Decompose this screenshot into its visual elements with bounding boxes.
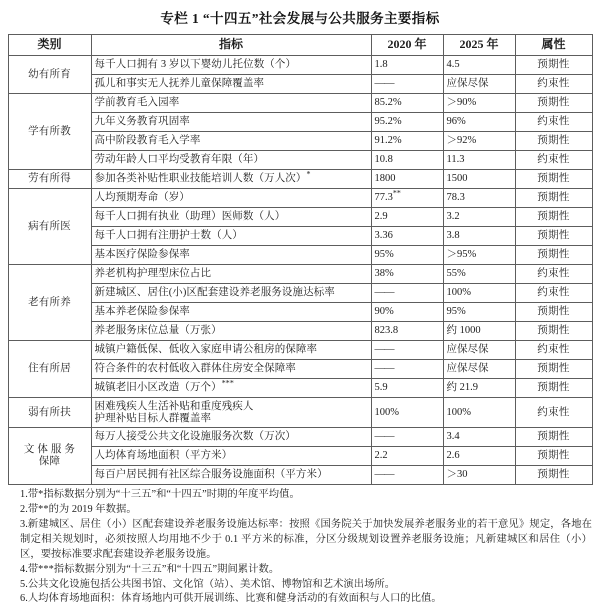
value-2020-cell: 10.8 [371, 151, 443, 170]
value-2020-cell: 38% [371, 265, 443, 284]
value-2025-cell: 约 21.9 [443, 379, 515, 398]
table-row [8, 208, 592, 227]
value-2020-cell: 2.2 [371, 447, 443, 466]
indicator-cell: 人均预期寿命（岁） [91, 189, 371, 208]
footnote-item: 6.人均体育场地面积：体育场地内可供开展训练、比赛和健身活动的有效面积与人口的比值。 [20, 593, 442, 605]
value-2020-cell: —— [371, 360, 443, 379]
attribute-cell: 预期性 [515, 56, 592, 75]
table-row [8, 360, 592, 379]
table-body [8, 56, 592, 485]
attribute-cell: 约束性 [515, 265, 592, 284]
value-2020-cell: 100% [371, 398, 443, 428]
value-2025-cell: ＞95% [443, 246, 515, 265]
attribute-cell: 预期性 [515, 246, 592, 265]
indicator-cell: 劳动年龄人口平均受教育年限（年） [91, 151, 371, 170]
value-2020-cell: 1800 [371, 170, 443, 189]
value-2025-cell: 4.5 [443, 56, 515, 75]
indicator-cell: 人均体育场地面积（平方米） [91, 447, 371, 466]
table-row [8, 56, 592, 75]
table-header [8, 35, 592, 56]
value-2025-cell: ＞92% [443, 132, 515, 151]
value-2025-cell: ＞90% [443, 94, 515, 113]
indicator-cell: 孤儿和事实无人抚养儿童保障覆盖率 [91, 75, 371, 94]
table-row [8, 113, 592, 132]
table-row [8, 151, 592, 170]
indicator-cell: 困难残疾人生活补贴和重度残疾人 护理补贴目标人群覆盖率 [91, 398, 371, 428]
value-2025-cell: 2.6 [443, 447, 515, 466]
attribute-cell: 预期性 [515, 94, 592, 113]
indicator-cell: 每千人口拥有 3 岁以下婴幼儿托位数（个） [91, 56, 371, 75]
table-row [8, 132, 592, 151]
indicator-cell: 城镇户籍低保、低收入家庭申请公租房的保障率 [91, 341, 371, 360]
attribute-cell: 预期性 [515, 447, 592, 466]
column-header-attribute: 属性 [515, 35, 592, 56]
category-cell: 住有所居 [8, 341, 91, 398]
value-2020-cell: 3.36 [371, 227, 443, 246]
indicator-cell: 每万人接受公共文化设施服务次数（万次） [91, 428, 371, 447]
footnote-item: 4.带***指标数据分别为“十三五”和“十四五”期间累计数。 [20, 563, 280, 575]
table-row [8, 265, 592, 284]
attribute-cell: 预期性 [515, 132, 592, 151]
attribute-cell: 预期性 [515, 189, 592, 208]
value-2025-cell: 3.4 [443, 428, 515, 447]
table-row [8, 322, 592, 341]
indicator-cell: 高中阶段教育毛入学率 [91, 132, 371, 151]
value-2020-cell: —— [371, 428, 443, 447]
footnote-item: 2.带**的为 2019 年数据。 [20, 503, 137, 515]
value-2025-cell: 78.3 [443, 189, 515, 208]
indicator-cell: 基本医疗保险参保率 [91, 246, 371, 265]
table-row [8, 428, 592, 447]
attribute-cell: 约束性 [515, 398, 592, 428]
column-header-year-2020: 2020 年 [371, 35, 443, 56]
value-2020-cell: 90% [371, 303, 443, 322]
table-row [8, 466, 592, 485]
indicator-cell: 学前教育毛入园率 [91, 94, 371, 113]
attribute-cell: 预期性 [515, 466, 592, 485]
indicator-cell: 基本养老保险参保率 [91, 303, 371, 322]
category-cell: 劳有所得 [8, 170, 91, 189]
category-cell: 文 体 服 务 保障 [8, 428, 91, 485]
value-2020-cell: 95% [371, 246, 443, 265]
value-2025-cell: 应保尽保 [443, 75, 515, 94]
value-2020-cell: —— [371, 284, 443, 303]
indicator-cell: 养老服务床位总量（万张） [91, 322, 371, 341]
footnote-marker: ** [392, 188, 401, 198]
attribute-cell: 约束性 [515, 75, 592, 94]
attribute-cell: 预期性 [515, 379, 592, 398]
attribute-cell: 预期性 [515, 208, 592, 227]
value-2025-cell: 11.3 [443, 151, 515, 170]
attribute-cell: 约束性 [515, 341, 592, 360]
table-row [8, 379, 592, 398]
page-title: 专栏 1 “十四五”社会发展与公共服务主要指标 [160, 11, 440, 26]
attribute-cell: 预期性 [515, 322, 592, 341]
value-2025-cell: 应保尽保 [443, 360, 515, 379]
value-2025-cell: 100% [443, 398, 515, 428]
indicator-cell: 养老机构护理型床位占比 [91, 265, 371, 284]
table-header-row [8, 35, 592, 56]
footnote-item: 1.带*指标数据分别为“十三五”和“十四五”时期的年度平均值。 [20, 489, 300, 500]
footnote-item: 5.公共文化设施包括公共图书馆、文化馆（站）、美术馆、博物馆和艺术演出场所。 [20, 578, 396, 590]
indicator-cell: 每百户居民拥有社区综合服务设施面积（平方米） [91, 466, 371, 485]
column-header-indicator: 指标 [91, 35, 371, 56]
value-2020-cell: 823.8 [371, 322, 443, 341]
value-2025-cell: 3.8 [443, 227, 515, 246]
indicator-cell: 符合条件的农村低收入群体住房安全保障率 [91, 360, 371, 379]
value-2020-cell: 95.2% [371, 113, 443, 132]
column-header-year-2025: 2025 年 [443, 35, 515, 56]
table-row [8, 170, 592, 189]
value-2020-cell: —— [371, 75, 443, 94]
attribute-cell: 约束性 [515, 284, 592, 303]
value-2020-cell: —— [371, 341, 443, 360]
attribute-cell: 约束性 [515, 151, 592, 170]
table-row [8, 341, 592, 360]
value-2025-cell: 约 1000 [443, 322, 515, 341]
table-row [8, 246, 592, 265]
indicator-cell: 每千人口拥有执业（助理）医师数（人） [91, 208, 371, 227]
attribute-cell: 预期性 [515, 303, 592, 322]
footnote-item: 3.新建城区、居住（小）区配套建设养老服务设施达标率：按照《国务院关于加快发展养老服务业的若干意见》规定，各地在制定相关规划时，必须按照人均用地不少于 0.1 平方米的标准，分区分级规划设置养老服务设施；凡新建城区和居住（小）区，要按标准要求配套建设养老服务设施。 [20, 518, 592, 560]
indicator-cell: 新建城区、居住(小)区配套建设养老服务设施达标率 [91, 284, 371, 303]
attribute-cell: 预期性 [515, 428, 592, 447]
indicator-cell: 城镇老旧小区改造（万个）*** [91, 379, 371, 398]
attribute-cell: 预期性 [515, 170, 592, 189]
footnote-marker: *** [221, 378, 235, 388]
column-header-category: 类别 [8, 35, 91, 56]
value-2025-cell: 3.2 [443, 208, 515, 227]
category-cell: 病有所医 [8, 189, 91, 265]
value-2025-cell: 1500 [443, 170, 515, 189]
indicator-cell: 参加各类补贴性职业技能培训人数（万人次）* [91, 170, 371, 189]
table-row [8, 398, 592, 428]
category-cell: 幼有所育 [8, 56, 91, 94]
value-2020-cell: —— [371, 466, 443, 485]
table-row [8, 227, 592, 246]
value-2020-cell: 85.2% [371, 94, 443, 113]
value-2020-cell: 91.2% [371, 132, 443, 151]
value-2025-cell: 100% [443, 284, 515, 303]
category-cell: 学有所教 [8, 94, 91, 170]
value-2025-cell: 55% [443, 265, 515, 284]
category-cell: 弱有所扶 [8, 398, 91, 428]
value-2020-cell: 2.9 [371, 208, 443, 227]
table-row [8, 303, 592, 322]
value-2025-cell: 96% [443, 113, 515, 132]
table-row [8, 75, 592, 94]
attribute-cell: 预期性 [515, 227, 592, 246]
value-2025-cell: 95% [443, 303, 515, 322]
indicators-table [8, 34, 593, 485]
indicator-cell: 每千人口拥有注册护士数（人） [91, 227, 371, 246]
indicator-cell: 九年义务教育巩固率 [91, 113, 371, 132]
footnote-marker: * [306, 169, 311, 179]
value-2020-cell: 5.9 [371, 379, 443, 398]
value-2020-cell: 77.3** [371, 189, 443, 208]
value-2025-cell: 应保尽保 [443, 341, 515, 360]
attribute-cell: 约束性 [515, 113, 592, 132]
category-cell: 老有所养 [8, 265, 91, 341]
table-row [8, 447, 592, 466]
table-row [8, 284, 592, 303]
attribute-cell: 预期性 [515, 360, 592, 379]
table-row [8, 189, 592, 208]
table-row [8, 94, 592, 113]
footnotes [8, 488, 592, 607]
value-2025-cell: ＞30 [443, 466, 515, 485]
value-2020-cell: 1.8 [371, 56, 443, 75]
